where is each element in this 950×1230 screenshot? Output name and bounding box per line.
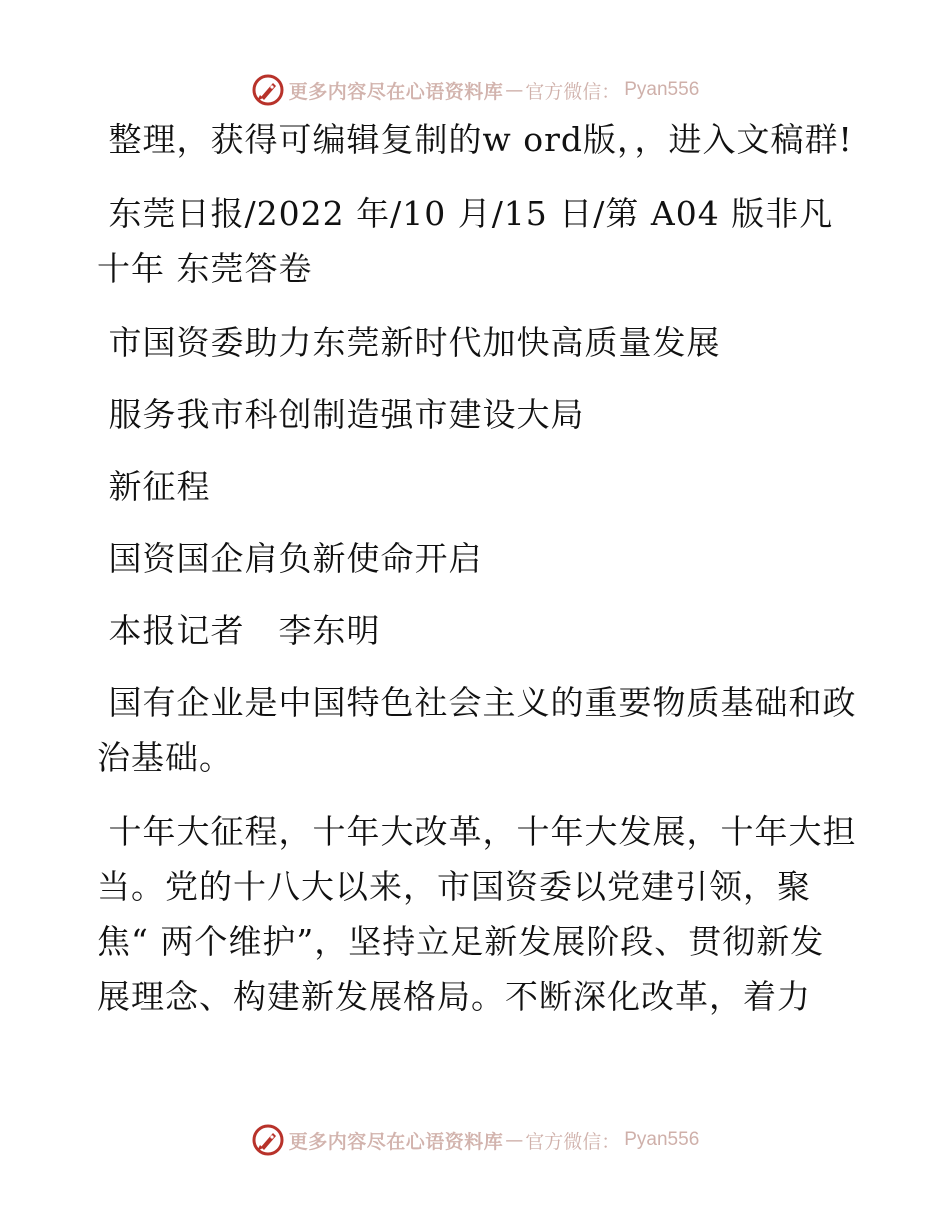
header-watermark — [0, 70, 950, 110]
paragraph-body: 十年大征程，十年大改革，十年大发展，十年大担当。党的十八大以来，市国资委以党建引领，聚焦“ 两个维护”，坚持立足新发展阶段、贯彻新发展理念、构建新发展格局。不断深化改革，着力 — [97, 812, 857, 1016]
watermark-label: 官方微信： — [525, 1130, 621, 1153]
watermark-brand: 更多内容尽在心语资料库 — [288, 1130, 504, 1153]
footer-watermark — [0, 1120, 950, 1160]
paragraph-source-line: 东莞日报/2022 年/10 月/15 日/第 A04 版非凡十年 东莞答卷 — [97, 194, 834, 288]
paragraph-byline: 本报记者 李东明 — [97, 611, 381, 650]
watermark-id: Pyan556 — [624, 1129, 700, 1150]
pen-nib-logo-icon — [251, 73, 285, 107]
watermark-dash: — — [505, 1129, 524, 1151]
paragraph-intro: 整理，获得可编辑复制的w ord版，，进入文稿群! — [97, 120, 853, 159]
paragraph-kicker: 新征程 — [97, 467, 211, 506]
watermark-label: 官方微信： — [525, 80, 621, 103]
paragraph-headline: 市国资委助力东莞新时代加快高质量发展 — [97, 323, 721, 362]
paragraph-subtitle: 国资国企肩负新使命开启 — [97, 539, 483, 578]
watermark-brand: 更多内容尽在心语资料库 — [288, 80, 504, 103]
pen-nib-logo-icon — [251, 1123, 285, 1157]
paragraph-subheadline: 服务我市科创制造强市建设大局 — [97, 395, 585, 434]
document-body — [97, 112, 857, 1043]
paragraph-lead: 国有企业是中国特色社会主义的重要物质基础和政治基础。 — [97, 683, 857, 777]
watermark-id: Pyan556 — [624, 79, 700, 100]
watermark-dash: — — [505, 79, 524, 101]
